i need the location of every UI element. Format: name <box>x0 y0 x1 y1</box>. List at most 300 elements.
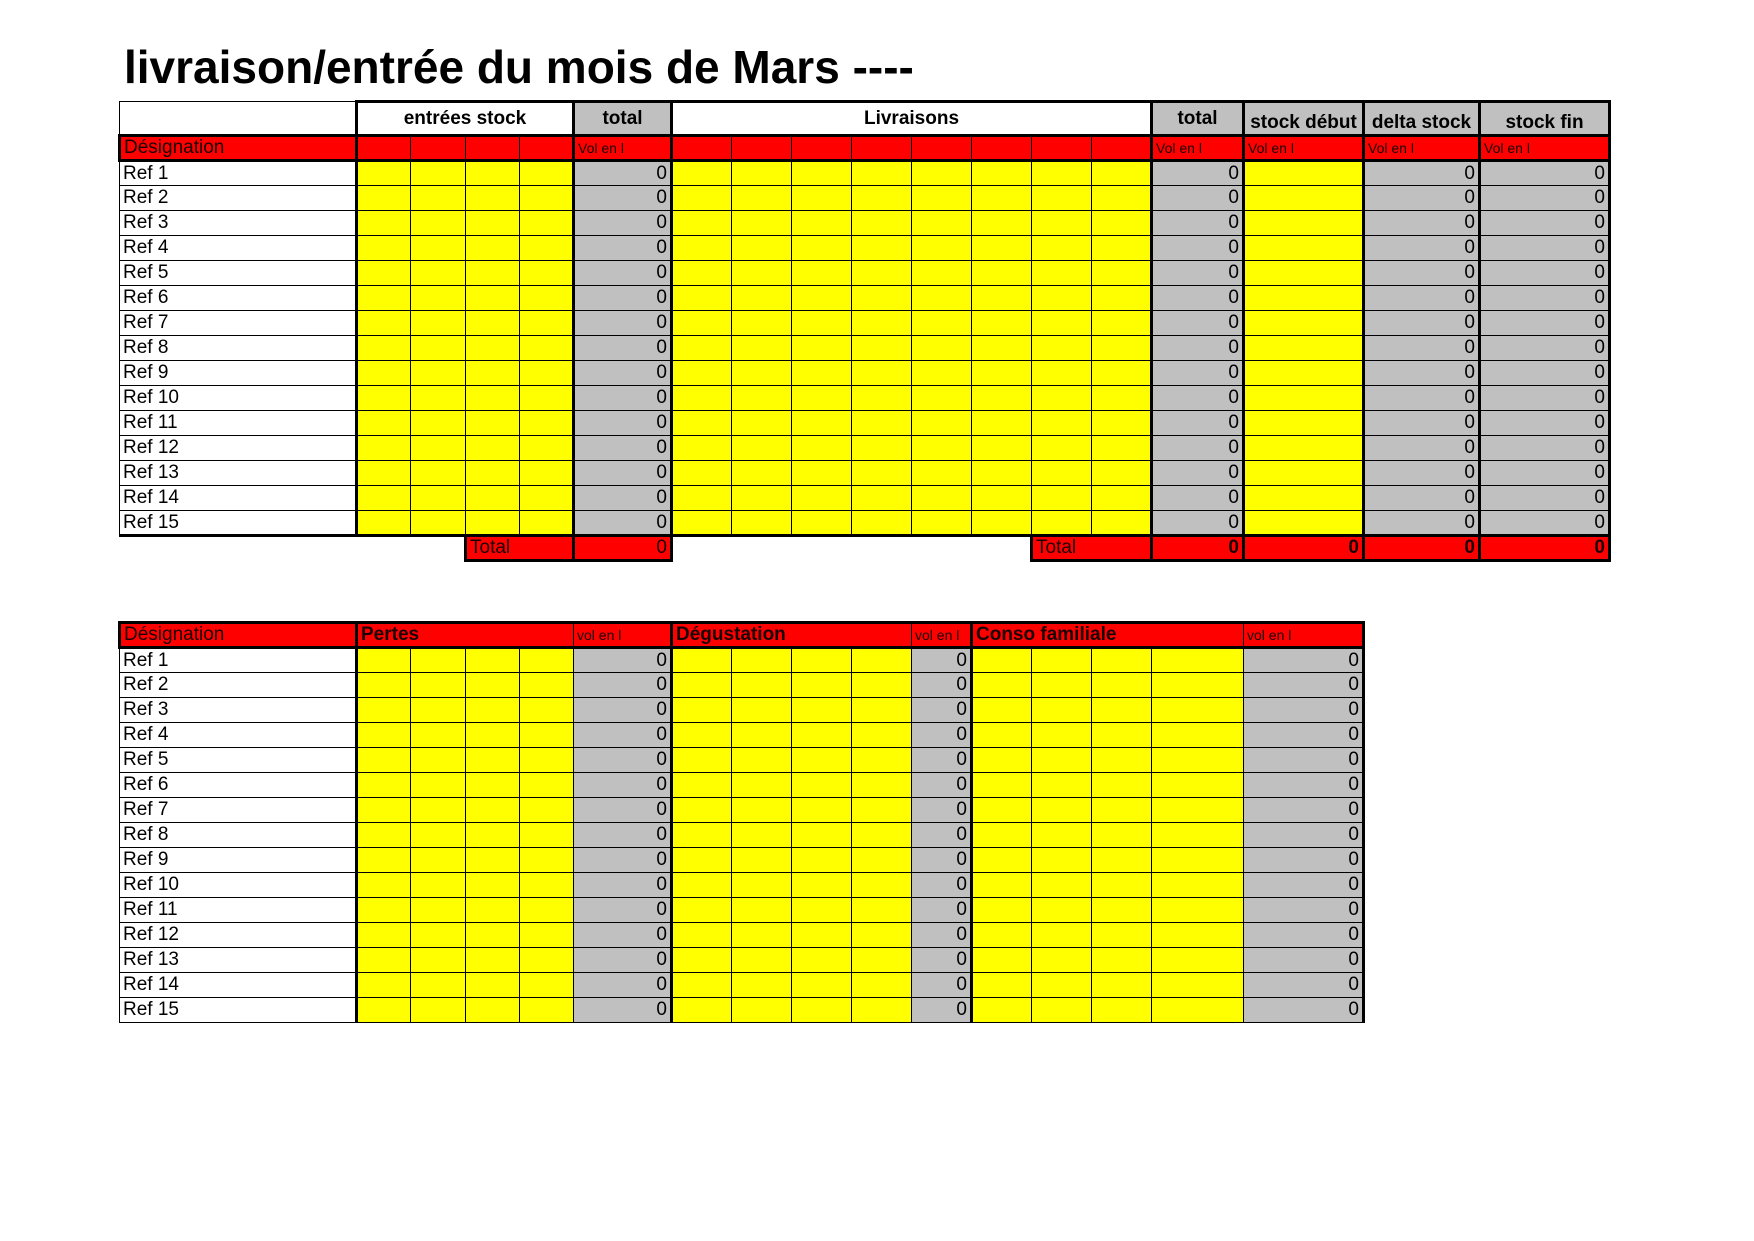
pertes-input-cell[interactable] <box>357 648 411 673</box>
conso-input-cell[interactable] <box>972 648 1032 673</box>
entree-input-cell[interactable] <box>466 436 520 461</box>
stock-debut-input-cell[interactable] <box>1244 186 1364 211</box>
livraison-input-cell[interactable] <box>1032 311 1092 336</box>
degustation-input-cell[interactable] <box>792 673 852 698</box>
livraison-input-cell[interactable] <box>1092 211 1152 236</box>
livraison-input-cell[interactable] <box>672 386 732 411</box>
conso-input-cell[interactable] <box>972 748 1032 773</box>
livraison-input-cell[interactable] <box>732 461 792 486</box>
degustation-input-cell[interactable] <box>852 673 912 698</box>
entree-input-cell[interactable] <box>520 436 574 461</box>
conso-input-cell[interactable] <box>1152 773 1244 798</box>
livraison-input-cell[interactable] <box>852 311 912 336</box>
pertes-input-cell[interactable] <box>520 998 574 1023</box>
livraison-input-cell[interactable] <box>672 511 732 536</box>
entree-input-cell[interactable] <box>466 461 520 486</box>
livraison-input-cell[interactable] <box>912 436 972 461</box>
entree-input-cell[interactable] <box>411 386 466 411</box>
degustation-input-cell[interactable] <box>672 973 732 998</box>
conso-input-cell[interactable] <box>1152 948 1244 973</box>
entree-input-cell[interactable] <box>466 386 520 411</box>
livraison-input-cell[interactable] <box>1032 236 1092 261</box>
pertes-input-cell[interactable] <box>466 798 520 823</box>
livraison-input-cell[interactable] <box>972 211 1032 236</box>
livraison-input-cell[interactable] <box>912 186 972 211</box>
livraison-input-cell[interactable] <box>672 336 732 361</box>
livraison-input-cell[interactable] <box>1092 486 1152 511</box>
degustation-input-cell[interactable] <box>852 948 912 973</box>
degustation-input-cell[interactable] <box>792 873 852 898</box>
pertes-input-cell[interactable] <box>520 848 574 873</box>
livraison-input-cell[interactable] <box>852 161 912 186</box>
livraison-input-cell[interactable] <box>912 336 972 361</box>
degustation-input-cell[interactable] <box>792 648 852 673</box>
stock-debut-input-cell[interactable] <box>1244 336 1364 361</box>
livraison-input-cell[interactable] <box>1092 511 1152 536</box>
pertes-input-cell[interactable] <box>357 873 411 898</box>
pertes-input-cell[interactable] <box>466 923 520 948</box>
stock-debut-input-cell[interactable] <box>1244 286 1364 311</box>
pertes-input-cell[interactable] <box>411 898 466 923</box>
entree-input-cell[interactable] <box>357 236 411 261</box>
livraison-input-cell[interactable] <box>912 486 972 511</box>
pertes-input-cell[interactable] <box>411 673 466 698</box>
conso-input-cell[interactable] <box>1032 948 1092 973</box>
entree-input-cell[interactable] <box>357 286 411 311</box>
livraison-input-cell[interactable] <box>1032 511 1092 536</box>
livraison-input-cell[interactable] <box>972 461 1032 486</box>
pertes-input-cell[interactable] <box>411 923 466 948</box>
pertes-input-cell[interactable] <box>520 948 574 973</box>
pertes-input-cell[interactable] <box>411 773 466 798</box>
degustation-input-cell[interactable] <box>852 773 912 798</box>
livraison-input-cell[interactable] <box>972 386 1032 411</box>
entree-input-cell[interactable] <box>357 161 411 186</box>
stock-debut-input-cell[interactable] <box>1244 261 1364 286</box>
entree-input-cell[interactable] <box>357 261 411 286</box>
pertes-input-cell[interactable] <box>520 823 574 848</box>
pertes-input-cell[interactable] <box>411 723 466 748</box>
entree-input-cell[interactable] <box>411 161 466 186</box>
conso-input-cell[interactable] <box>972 723 1032 748</box>
pertes-input-cell[interactable] <box>520 748 574 773</box>
entree-input-cell[interactable] <box>520 236 574 261</box>
entree-input-cell[interactable] <box>357 411 411 436</box>
stock-debut-input-cell[interactable] <box>1244 411 1364 436</box>
pertes-input-cell[interactable] <box>357 973 411 998</box>
conso-input-cell[interactable] <box>1032 823 1092 848</box>
livraison-input-cell[interactable] <box>792 511 852 536</box>
conso-input-cell[interactable] <box>1092 923 1152 948</box>
conso-input-cell[interactable] <box>1152 873 1244 898</box>
degustation-input-cell[interactable] <box>852 823 912 848</box>
entree-input-cell[interactable] <box>466 311 520 336</box>
degustation-input-cell[interactable] <box>732 648 792 673</box>
livraison-input-cell[interactable] <box>1092 236 1152 261</box>
degustation-input-cell[interactable] <box>672 848 732 873</box>
entree-input-cell[interactable] <box>466 161 520 186</box>
livraison-input-cell[interactable] <box>972 186 1032 211</box>
degustation-input-cell[interactable] <box>732 673 792 698</box>
livraison-input-cell[interactable] <box>972 336 1032 361</box>
entree-input-cell[interactable] <box>357 461 411 486</box>
entree-input-cell[interactable] <box>520 286 574 311</box>
pertes-input-cell[interactable] <box>466 698 520 723</box>
livraison-input-cell[interactable] <box>792 161 852 186</box>
livraison-input-cell[interactable] <box>852 461 912 486</box>
pertes-input-cell[interactable] <box>411 648 466 673</box>
pertes-input-cell[interactable] <box>466 898 520 923</box>
livraison-input-cell[interactable] <box>1092 411 1152 436</box>
entree-input-cell[interactable] <box>466 511 520 536</box>
livraison-input-cell[interactable] <box>1032 261 1092 286</box>
livraison-input-cell[interactable] <box>972 361 1032 386</box>
livraison-input-cell[interactable] <box>912 386 972 411</box>
pertes-input-cell[interactable] <box>466 723 520 748</box>
pertes-input-cell[interactable] <box>520 923 574 948</box>
entree-input-cell[interactable] <box>411 486 466 511</box>
conso-input-cell[interactable] <box>972 673 1032 698</box>
conso-input-cell[interactable] <box>972 823 1032 848</box>
livraison-input-cell[interactable] <box>792 336 852 361</box>
entree-input-cell[interactable] <box>520 386 574 411</box>
entree-input-cell[interactable] <box>466 336 520 361</box>
degustation-input-cell[interactable] <box>792 748 852 773</box>
pertes-input-cell[interactable] <box>411 973 466 998</box>
conso-input-cell[interactable] <box>972 698 1032 723</box>
livraison-input-cell[interactable] <box>1092 286 1152 311</box>
livraison-input-cell[interactable] <box>852 186 912 211</box>
livraison-input-cell[interactable] <box>672 361 732 386</box>
pertes-input-cell[interactable] <box>520 873 574 898</box>
livraison-input-cell[interactable] <box>672 211 732 236</box>
degustation-input-cell[interactable] <box>732 898 792 923</box>
pertes-input-cell[interactable] <box>357 898 411 923</box>
conso-input-cell[interactable] <box>972 898 1032 923</box>
livraison-input-cell[interactable] <box>1032 411 1092 436</box>
conso-input-cell[interactable] <box>1032 873 1092 898</box>
conso-input-cell[interactable] <box>972 848 1032 873</box>
livraison-input-cell[interactable] <box>912 261 972 286</box>
pertes-input-cell[interactable] <box>466 948 520 973</box>
livraison-input-cell[interactable] <box>972 436 1032 461</box>
livraison-input-cell[interactable] <box>972 511 1032 536</box>
entree-input-cell[interactable] <box>520 261 574 286</box>
conso-input-cell[interactable] <box>1152 723 1244 748</box>
pertes-input-cell[interactable] <box>357 673 411 698</box>
entree-input-cell[interactable] <box>411 411 466 436</box>
degustation-input-cell[interactable] <box>732 773 792 798</box>
conso-input-cell[interactable] <box>1152 848 1244 873</box>
entree-input-cell[interactable] <box>520 161 574 186</box>
degustation-input-cell[interactable] <box>672 948 732 973</box>
degustation-input-cell[interactable] <box>792 848 852 873</box>
pertes-input-cell[interactable] <box>466 973 520 998</box>
livraison-input-cell[interactable] <box>732 511 792 536</box>
pertes-input-cell[interactable] <box>411 748 466 773</box>
livraison-input-cell[interactable] <box>732 486 792 511</box>
conso-input-cell[interactable] <box>1032 673 1092 698</box>
livraison-input-cell[interactable] <box>672 286 732 311</box>
entree-input-cell[interactable] <box>411 311 466 336</box>
entree-input-cell[interactable] <box>357 436 411 461</box>
livraison-input-cell[interactable] <box>912 311 972 336</box>
entree-input-cell[interactable] <box>466 486 520 511</box>
entree-input-cell[interactable] <box>357 186 411 211</box>
conso-input-cell[interactable] <box>1152 648 1244 673</box>
entree-input-cell[interactable] <box>520 486 574 511</box>
conso-input-cell[interactable] <box>1032 698 1092 723</box>
livraison-input-cell[interactable] <box>672 186 732 211</box>
livraison-input-cell[interactable] <box>1092 336 1152 361</box>
livraison-input-cell[interactable] <box>852 511 912 536</box>
livraison-input-cell[interactable] <box>792 461 852 486</box>
conso-input-cell[interactable] <box>1152 973 1244 998</box>
livraison-input-cell[interactable] <box>672 261 732 286</box>
degustation-input-cell[interactable] <box>792 723 852 748</box>
conso-input-cell[interactable] <box>1032 898 1092 923</box>
conso-input-cell[interactable] <box>1032 748 1092 773</box>
livraison-input-cell[interactable] <box>912 511 972 536</box>
conso-input-cell[interactable] <box>1092 748 1152 773</box>
pertes-input-cell[interactable] <box>520 648 574 673</box>
livraison-input-cell[interactable] <box>792 436 852 461</box>
livraison-input-cell[interactable] <box>972 311 1032 336</box>
pertes-input-cell[interactable] <box>411 948 466 973</box>
pertes-input-cell[interactable] <box>411 698 466 723</box>
conso-input-cell[interactable] <box>972 973 1032 998</box>
pertes-input-cell[interactable] <box>357 823 411 848</box>
pertes-input-cell[interactable] <box>466 823 520 848</box>
livraison-input-cell[interactable] <box>792 386 852 411</box>
livraison-input-cell[interactable] <box>792 411 852 436</box>
entree-input-cell[interactable] <box>357 511 411 536</box>
conso-input-cell[interactable] <box>1152 823 1244 848</box>
conso-input-cell[interactable] <box>972 798 1032 823</box>
entree-input-cell[interactable] <box>411 211 466 236</box>
entree-input-cell[interactable] <box>411 186 466 211</box>
degustation-input-cell[interactable] <box>672 923 732 948</box>
pertes-input-cell[interactable] <box>520 673 574 698</box>
livraison-input-cell[interactable] <box>792 236 852 261</box>
degustation-input-cell[interactable] <box>792 823 852 848</box>
livraison-input-cell[interactable] <box>792 286 852 311</box>
livraison-input-cell[interactable] <box>1032 161 1092 186</box>
livraison-input-cell[interactable] <box>1032 336 1092 361</box>
pertes-input-cell[interactable] <box>466 648 520 673</box>
livraison-input-cell[interactable] <box>672 161 732 186</box>
stock-debut-input-cell[interactable] <box>1244 236 1364 261</box>
livraison-input-cell[interactable] <box>912 211 972 236</box>
entree-input-cell[interactable] <box>357 361 411 386</box>
degustation-input-cell[interactable] <box>792 798 852 823</box>
degustation-input-cell[interactable] <box>672 798 732 823</box>
pertes-input-cell[interactable] <box>520 723 574 748</box>
livraison-input-cell[interactable] <box>672 411 732 436</box>
livraison-input-cell[interactable] <box>732 286 792 311</box>
stock-debut-input-cell[interactable] <box>1244 361 1364 386</box>
degustation-input-cell[interactable] <box>792 698 852 723</box>
conso-input-cell[interactable] <box>1032 973 1092 998</box>
pertes-input-cell[interactable] <box>411 798 466 823</box>
pertes-input-cell[interactable] <box>466 998 520 1023</box>
pertes-input-cell[interactable] <box>411 848 466 873</box>
entree-input-cell[interactable] <box>466 211 520 236</box>
pertes-input-cell[interactable] <box>357 848 411 873</box>
livraison-input-cell[interactable] <box>1092 386 1152 411</box>
degustation-input-cell[interactable] <box>672 823 732 848</box>
livraison-input-cell[interactable] <box>1032 486 1092 511</box>
pertes-input-cell[interactable] <box>520 973 574 998</box>
entree-input-cell[interactable] <box>520 361 574 386</box>
degustation-input-cell[interactable] <box>732 923 792 948</box>
livraison-input-cell[interactable] <box>792 486 852 511</box>
livraison-input-cell[interactable] <box>732 361 792 386</box>
pertes-input-cell[interactable] <box>466 848 520 873</box>
conso-input-cell[interactable] <box>1092 823 1152 848</box>
livraison-input-cell[interactable] <box>732 186 792 211</box>
livraison-input-cell[interactable] <box>1032 386 1092 411</box>
livraison-input-cell[interactable] <box>1032 436 1092 461</box>
pertes-input-cell[interactable] <box>357 723 411 748</box>
degustation-input-cell[interactable] <box>792 898 852 923</box>
livraison-input-cell[interactable] <box>1032 211 1092 236</box>
livraison-input-cell[interactable] <box>792 311 852 336</box>
entree-input-cell[interactable] <box>411 261 466 286</box>
livraison-input-cell[interactable] <box>732 436 792 461</box>
livraison-input-cell[interactable] <box>732 386 792 411</box>
livraison-input-cell[interactable] <box>1032 361 1092 386</box>
pertes-input-cell[interactable] <box>357 748 411 773</box>
entree-input-cell[interactable] <box>411 461 466 486</box>
livraison-input-cell[interactable] <box>912 286 972 311</box>
degustation-input-cell[interactable] <box>672 723 732 748</box>
entree-input-cell[interactable] <box>520 461 574 486</box>
entree-input-cell[interactable] <box>411 336 466 361</box>
livraison-input-cell[interactable] <box>792 361 852 386</box>
conso-input-cell[interactable] <box>1092 873 1152 898</box>
entree-input-cell[interactable] <box>466 411 520 436</box>
pertes-input-cell[interactable] <box>357 923 411 948</box>
entree-input-cell[interactable] <box>411 286 466 311</box>
conso-input-cell[interactable] <box>1152 698 1244 723</box>
livraison-input-cell[interactable] <box>852 261 912 286</box>
livraison-input-cell[interactable] <box>852 286 912 311</box>
livraison-input-cell[interactable] <box>732 336 792 361</box>
livraison-input-cell[interactable] <box>972 286 1032 311</box>
conso-input-cell[interactable] <box>1032 798 1092 823</box>
degustation-input-cell[interactable] <box>732 873 792 898</box>
degustation-input-cell[interactable] <box>792 923 852 948</box>
livraison-input-cell[interactable] <box>1092 161 1152 186</box>
conso-input-cell[interactable] <box>972 923 1032 948</box>
degustation-input-cell[interactable] <box>732 798 792 823</box>
stock-debut-input-cell[interactable] <box>1244 161 1364 186</box>
livraison-input-cell[interactable] <box>1092 261 1152 286</box>
entree-input-cell[interactable] <box>411 361 466 386</box>
degustation-input-cell[interactable] <box>852 848 912 873</box>
degustation-input-cell[interactable] <box>732 823 792 848</box>
pertes-input-cell[interactable] <box>411 873 466 898</box>
pertes-input-cell[interactable] <box>466 673 520 698</box>
livraison-input-cell[interactable] <box>672 486 732 511</box>
pertes-input-cell[interactable] <box>520 773 574 798</box>
livraison-input-cell[interactable] <box>792 211 852 236</box>
livraison-input-cell[interactable] <box>852 361 912 386</box>
degustation-input-cell[interactable] <box>672 898 732 923</box>
livraison-input-cell[interactable] <box>852 436 912 461</box>
pertes-input-cell[interactable] <box>466 773 520 798</box>
entree-input-cell[interactable] <box>520 311 574 336</box>
degustation-input-cell[interactable] <box>672 873 732 898</box>
degustation-input-cell[interactable] <box>852 873 912 898</box>
livraison-input-cell[interactable] <box>972 236 1032 261</box>
degustation-input-cell[interactable] <box>852 998 912 1023</box>
conso-input-cell[interactable] <box>1092 848 1152 873</box>
conso-input-cell[interactable] <box>1092 973 1152 998</box>
entree-input-cell[interactable] <box>466 186 520 211</box>
pertes-input-cell[interactable] <box>357 798 411 823</box>
conso-input-cell[interactable] <box>1152 798 1244 823</box>
entree-input-cell[interactable] <box>520 411 574 436</box>
livraison-input-cell[interactable] <box>852 211 912 236</box>
degustation-input-cell[interactable] <box>732 723 792 748</box>
livraison-input-cell[interactable] <box>672 461 732 486</box>
conso-input-cell[interactable] <box>1092 898 1152 923</box>
stock-debut-input-cell[interactable] <box>1244 311 1364 336</box>
conso-input-cell[interactable] <box>1092 723 1152 748</box>
degustation-input-cell[interactable] <box>732 848 792 873</box>
pertes-input-cell[interactable] <box>520 798 574 823</box>
degustation-input-cell[interactable] <box>672 773 732 798</box>
entree-input-cell[interactable] <box>357 311 411 336</box>
degustation-input-cell[interactable] <box>852 923 912 948</box>
pertes-input-cell[interactable] <box>411 823 466 848</box>
entree-input-cell[interactable] <box>357 386 411 411</box>
conso-input-cell[interactable] <box>1152 748 1244 773</box>
degustation-input-cell[interactable] <box>672 648 732 673</box>
conso-input-cell[interactable] <box>1092 998 1152 1023</box>
conso-input-cell[interactable] <box>1092 948 1152 973</box>
conso-input-cell[interactable] <box>1092 773 1152 798</box>
conso-input-cell[interactable] <box>1092 698 1152 723</box>
livraison-input-cell[interactable] <box>732 161 792 186</box>
pertes-input-cell[interactable] <box>520 698 574 723</box>
entree-input-cell[interactable] <box>357 336 411 361</box>
stock-debut-input-cell[interactable] <box>1244 386 1364 411</box>
degustation-input-cell[interactable] <box>672 673 732 698</box>
livraison-input-cell[interactable] <box>1032 286 1092 311</box>
livraison-input-cell[interactable] <box>792 186 852 211</box>
degustation-input-cell[interactable] <box>732 948 792 973</box>
conso-input-cell[interactable] <box>1152 998 1244 1023</box>
livraison-input-cell[interactable] <box>852 411 912 436</box>
degustation-input-cell[interactable] <box>672 748 732 773</box>
livraison-input-cell[interactable] <box>972 161 1032 186</box>
stock-debut-input-cell[interactable] <box>1244 211 1364 236</box>
conso-input-cell[interactable] <box>972 998 1032 1023</box>
conso-input-cell[interactable] <box>1032 848 1092 873</box>
livraison-input-cell[interactable] <box>852 486 912 511</box>
entree-input-cell[interactable] <box>466 261 520 286</box>
livraison-input-cell[interactable] <box>972 486 1032 511</box>
livraison-input-cell[interactable] <box>912 461 972 486</box>
pertes-input-cell[interactable] <box>520 898 574 923</box>
conso-input-cell[interactable] <box>1032 998 1092 1023</box>
conso-input-cell[interactable] <box>1032 648 1092 673</box>
stock-debut-input-cell[interactable] <box>1244 461 1364 486</box>
pertes-input-cell[interactable] <box>466 748 520 773</box>
